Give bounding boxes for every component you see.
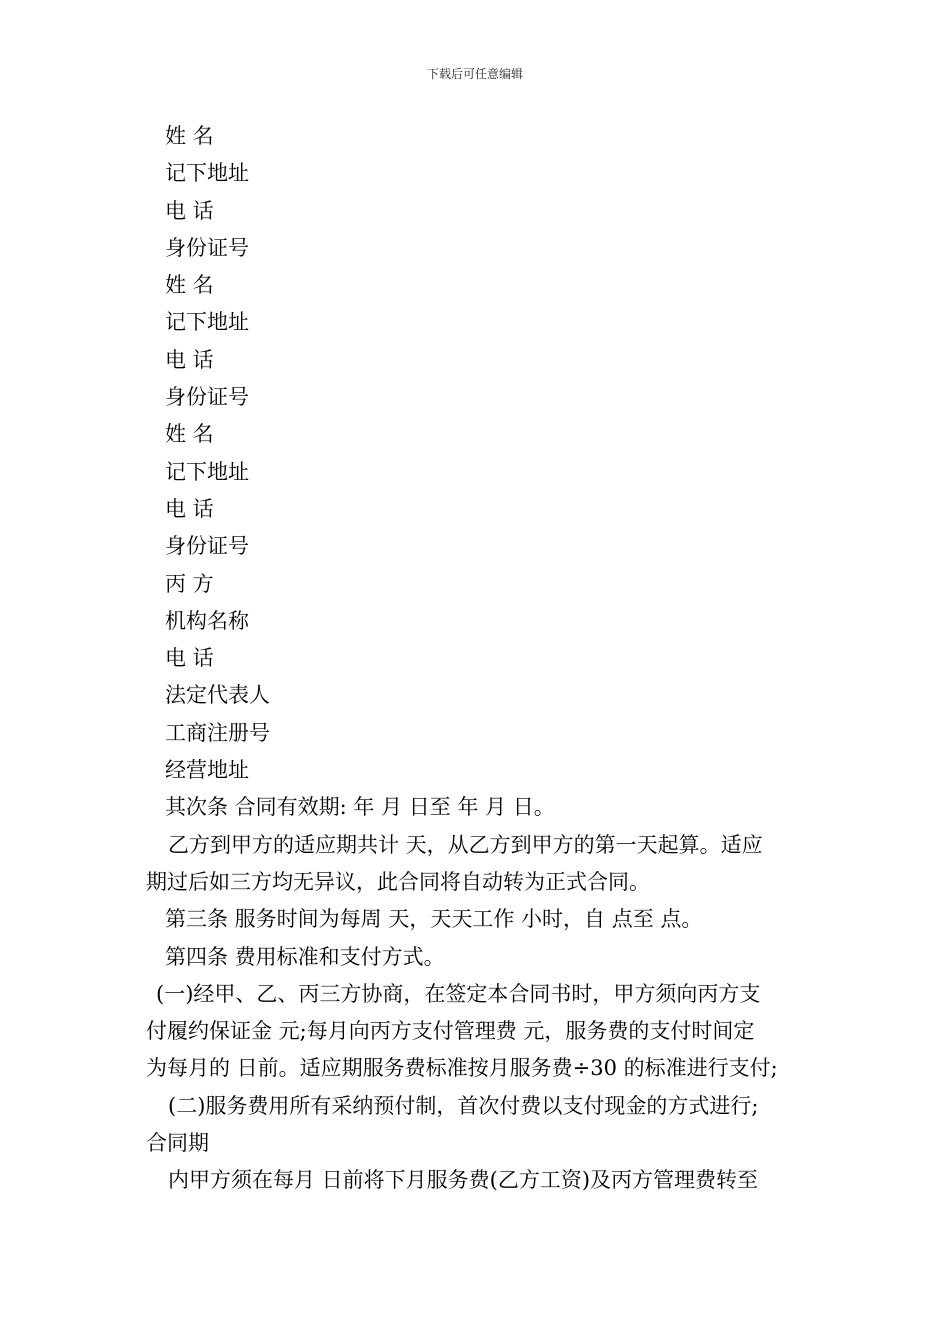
article-4-heading: 第四条 费用标准和支付方式。 bbox=[165, 944, 445, 969]
party-address-label: 记下地址 bbox=[165, 161, 249, 186]
party-name-label: 姓 名 bbox=[165, 273, 214, 298]
party-id-label: 身份证号 bbox=[165, 385, 249, 410]
party-id-label: 身份证号 bbox=[165, 534, 249, 559]
party-phone-label: 电 话 bbox=[165, 496, 214, 521]
paragraph-line: 期过后如三方均无异议，此合同将自动转为正式合同。 bbox=[146, 869, 650, 894]
org-name-label: 机构名称 bbox=[165, 608, 249, 633]
paragraph-line: (一)经甲、乙、丙三方协商，在签定本合同书时，甲方须向丙方支 bbox=[156, 981, 761, 1006]
document-body bbox=[146, 118, 811, 1200]
legal-rep-label: 法定代表人 bbox=[165, 683, 270, 708]
paragraph-line: 付履约保证金 元;每月向丙方支付管理费 元，服务费的支付时间定 bbox=[146, 1019, 755, 1044]
party-phone-label: 电 话 bbox=[165, 198, 214, 223]
paragraph-line: 内甲方须在每月 日前将下月服务费(乙方工资)及丙方管理费转至 bbox=[168, 1168, 759, 1193]
party-address-label: 记下地址 bbox=[165, 310, 249, 335]
org-phone-label: 电 话 bbox=[165, 646, 214, 671]
paragraph-line: 乙方到甲方的适应期共计 天，从乙方到甲方的第一天起算。适应 bbox=[168, 832, 763, 857]
party-c-heading: 丙 方 bbox=[165, 571, 214, 596]
paragraph-line: 合同期 bbox=[146, 1131, 209, 1156]
party-phone-label: 电 话 bbox=[165, 347, 214, 372]
article-3-text: 第三条 服务时间为每周 天，天天工作 小时，自 点至 点。 bbox=[165, 907, 703, 932]
paragraph-line: 为每月的 日前。适应期服务费标准按月服务费÷30 的标准进行支付; bbox=[146, 1056, 778, 1081]
party-id-label: 身份证号 bbox=[165, 235, 249, 260]
party-name-label: 姓 名 bbox=[165, 124, 214, 148]
party-name-label: 姓 名 bbox=[165, 422, 214, 447]
business-reg-label: 工商注册号 bbox=[165, 720, 270, 745]
page-header: 下载后可任意编辑 bbox=[426, 67, 523, 81]
paragraph-line: (二)服务费用所有采纳预付制，首次付费以支付现金的方式进行; bbox=[168, 1093, 759, 1118]
business-address-label: 经营地址 bbox=[165, 758, 249, 783]
article-2-text: 其次条 合同有效期: 年 月 日至 年 月 日。 bbox=[165, 795, 555, 820]
party-address-label: 记下地址 bbox=[165, 459, 249, 484]
